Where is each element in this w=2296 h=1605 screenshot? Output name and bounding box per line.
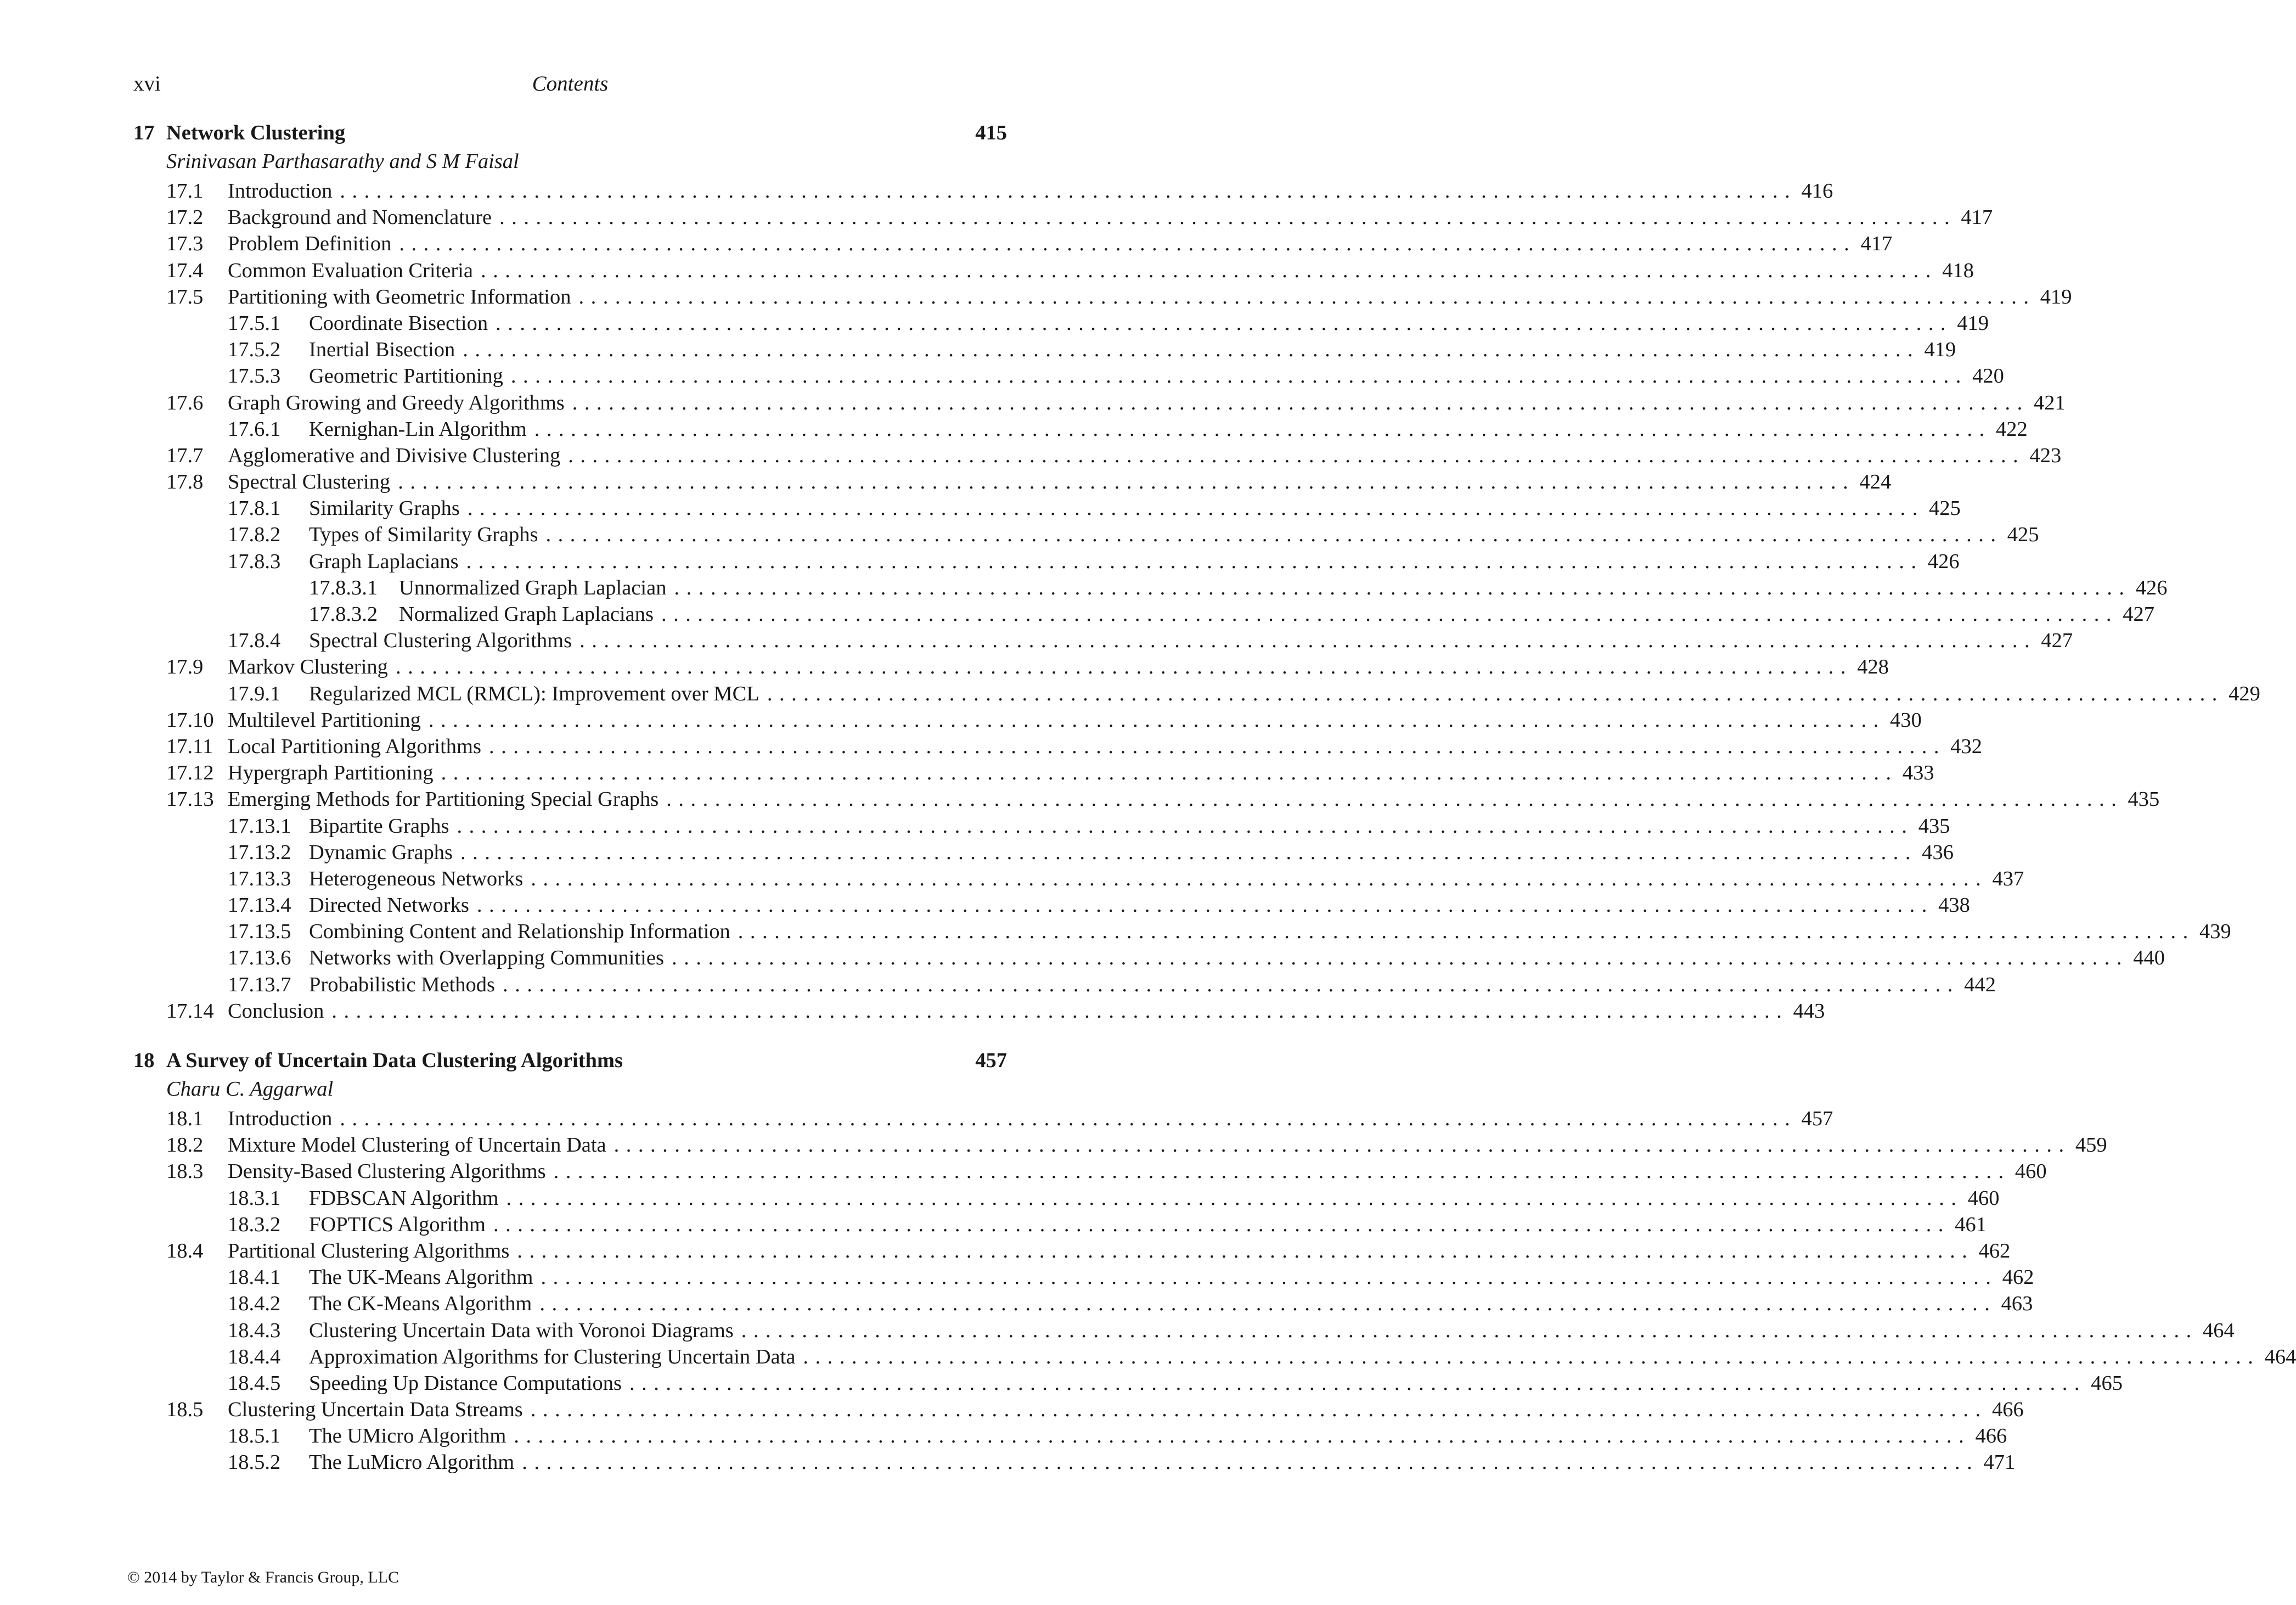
dot-leader: ........................................................................................................................ [441,761,1898,785]
dot-leader: ........................................................................................................................ [741,1318,2198,1342]
section-page: 426 [1927,549,1960,573]
section-page: 460 [2014,1160,2047,1183]
section-number: 18.4.4 [228,1345,281,1368]
section-number: 18.3.1 [228,1186,281,1210]
dot-leader: ........................................................................................................................ [767,682,2224,705]
section-page: 433 [1902,761,1934,785]
chapter-page: 415 [975,121,1007,144]
section-page: 432 [1950,734,1982,758]
toc-entry[interactable] [133,733,1982,760]
section-title: Inertial Bisection [309,338,455,362]
section-page: 420 [1972,364,2004,388]
toc-entry[interactable] [133,1449,2016,1475]
section-title: Introduction [228,1107,333,1130]
section-number: 17.8.3.1 [309,576,378,599]
page-header [133,71,1007,98]
section-title: Networks with Overlapping Communities [309,946,664,970]
toc-entry[interactable] [133,1317,2235,1344]
dot-leader: ........................................................................................................................ [578,285,2036,308]
section-page: 419 [1924,338,1956,362]
section-number: 17.13.1 [228,814,291,838]
dot-leader: ........................................................................................................................ [568,444,2025,467]
section-page: 430 [1890,708,1922,732]
section-number: 17.7 [166,444,204,467]
section-number: 18.4 [166,1239,204,1262]
section-number: 17.5.3 [228,364,281,388]
section-page: 423 [2029,444,2062,467]
dot-leader: ........................................................................................................................ [457,814,1914,838]
chapter-authors: Srinivasan Parthasarathy and S M Faisal [166,150,519,173]
toc-entry[interactable] [133,442,2062,469]
dot-leader: ........................................................................................................................ [553,1160,2011,1183]
toc-entry[interactable] [133,575,2168,601]
section-page: 425 [1929,497,1961,520]
section-title: Geometric Partitioning [309,364,503,388]
dot-leader: ........................................................................................................................ [331,999,1789,1023]
chapter-authors: Charu C. Aggarwal [166,1078,334,1101]
toc-entry[interactable] [133,1211,1987,1238]
section-title: Common Evaluation Criteria [228,259,473,282]
toc-entry[interactable] [133,416,2028,442]
dot-leader: ........................................................................................................................ [480,259,1938,282]
section-title: Local Partitioning Algorithms [228,734,481,758]
section-page: 465 [2091,1371,2123,1395]
toc-entry[interactable] [133,548,1960,575]
section-page: 416 [1801,179,1833,203]
toc-entry[interactable] [133,1396,2024,1423]
toc-entry[interactable] [133,1344,2296,1370]
section-number: 17.11 [166,734,213,758]
section-title: Agglomerative and Divisive Clustering [228,444,561,467]
section-page: 435 [2128,788,2160,811]
section-number: 17.13 [166,788,214,811]
toc-entry[interactable] [133,1423,2007,1449]
section-title: The UMicro Algorithm [309,1424,507,1448]
toc-entry[interactable] [133,839,1954,866]
toc-entry[interactable] [133,469,1892,495]
chapter-18 [133,1047,2296,1474]
copyright-notice: © 2014 by Taylor & Francis Group, LLC [127,1568,399,1586]
section-number: 17.5 [166,285,204,308]
section-title: Approximation Algorithms for Clustering Uncertain Data [309,1345,796,1368]
section-page: 466 [1992,1398,2024,1422]
toc-entry[interactable] [133,627,2073,654]
chapter-heading[interactable] [133,1047,1007,1074]
section-title: Speeding Up Distance Computations [309,1371,622,1395]
running-head: Contents [532,72,609,96]
dot-leader: ........................................................................................................................ [340,179,1797,203]
toc-entry[interactable] [133,1158,2047,1185]
toc-entry[interactable] [133,1105,1833,1132]
section-title: Background and Nomenclature [228,206,492,229]
toc-entry[interactable] [133,681,2260,707]
section-title: Clustering Uncertain Data Streams [228,1398,523,1422]
section-number: 17.2 [166,206,204,229]
section-title: Problem Definition [228,232,392,256]
section-title: Combining Content and Relationship Information [309,920,730,944]
section-number: 17.8.4 [228,629,281,653]
section-number: 17.5.2 [228,338,281,362]
section-title: Kernighan-Lin Algorithm [309,417,527,441]
toc-entry[interactable] [133,892,1970,918]
section-page: 427 [2041,629,2073,653]
dot-leader: ........................................................................................................................ [463,338,1920,362]
toc-entry[interactable] [133,1370,2123,1396]
section-page: 425 [2007,523,2039,547]
toc-entry[interactable] [133,1238,2011,1264]
section-title: Probabilistic Methods [309,973,495,996]
section-page: 459 [2075,1133,2107,1157]
dot-leader: ........................................................................................................................ [476,894,1934,917]
dot-leader: ........................................................................................................................ [531,867,1988,890]
section-page: 464 [2203,1318,2235,1342]
section-number: 18.3 [166,1160,204,1183]
section-page: 421 [2034,391,2066,414]
dot-leader: ........................................................................................................................ [496,311,1953,335]
section-number: 17.8 [166,470,204,494]
section-number: 17.12 [166,761,214,785]
toc-entry[interactable] [133,336,1956,363]
toc-entry[interactable] [133,204,1993,231]
section-page: 457 [1801,1107,1833,1130]
toc-entry[interactable] [133,760,1934,786]
section-number: 17.4 [166,259,204,282]
toc-entry[interactable] [133,521,2039,548]
section-title: Directed Networks [309,894,469,917]
section-title: The CK-Means Algorithm [309,1292,532,1316]
dot-leader: ........................................................................................................................ [399,232,1856,256]
section-page: 437 [1992,867,2024,890]
dot-leader: ........................................................................................................................ [545,523,2003,547]
section-page: 424 [1859,470,1892,494]
toc-entry[interactable] [133,363,2004,389]
section-number: 17.3 [166,232,204,256]
section-number: 17.9 [166,655,204,679]
chapter-title: A Survey of Uncertain Data Clustering Algorithms [166,1049,623,1072]
dot-leader: ........................................................................................................................ [522,1451,1979,1474]
toc-entry[interactable] [133,310,1989,336]
section-title: Density-Based Clustering Algorithms [228,1160,546,1183]
dot-leader: ........................................................................................................................ [517,1239,1974,1262]
section-page: 435 [1918,814,1950,838]
dot-leader: ........................................................................................................................ [395,655,1853,679]
section-number: 17.14 [166,999,214,1023]
dot-leader: ........................................................................................................................ [506,1186,1963,1210]
section-number: 17.13.6 [228,946,291,970]
section-page: 438 [1938,894,1970,917]
section-title: Normalized Graph Laplacians [399,603,654,626]
dot-leader: ........................................................................................................................ [428,708,1886,732]
section-page: 466 [1975,1424,2007,1448]
chapter-page: 457 [975,1049,1007,1072]
dot-leader: ........................................................................................................................ [340,1107,1797,1130]
section-page: 427 [2123,603,2154,626]
section-page: 462 [2002,1266,2034,1289]
dot-leader: ........................................................................................................................ [488,734,1946,758]
toc-entry[interactable] [133,972,1996,998]
section-number: 18.1 [166,1107,204,1130]
toc-entry[interactable] [133,1185,2000,1211]
toc-entry[interactable] [133,231,1893,257]
toc-entry[interactable] [133,1290,2033,1317]
toc-entry[interactable] [133,866,2024,892]
dot-leader: ........................................................................................................................ [666,788,2124,811]
section-page: 464 [2264,1345,2296,1368]
toc-entry[interactable] [133,257,1974,284]
toc-entry[interactable] [133,601,2154,627]
section-page: 443 [1793,999,1825,1023]
section-title: Heterogeneous Networks [309,867,524,890]
section-title: Multilevel Partitioning [228,708,421,732]
dot-leader: ........................................................................................................................ [398,470,1855,494]
section-number: 17.10 [166,708,214,732]
section-page: 417 [1860,232,1893,256]
section-page: 436 [1922,840,1954,864]
dot-leader: ........................................................................................................................ [661,603,2118,626]
section-number: 18.4.5 [228,1371,281,1395]
chapter-number: 18 [133,1049,155,1072]
section-number: 18.4.2 [228,1292,281,1316]
section-title: Regularized MCL (RMCL): Improvement over MCL [309,682,759,705]
section-title: Partitioning with Geometric Information [228,285,571,308]
dot-leader: ........................................................................................................................ [674,576,2131,599]
dot-leader: ........................................................................................................................ [534,417,1991,441]
dot-leader: ........................................................................................................................ [539,1292,1997,1316]
section-number: 18.5.2 [228,1451,281,1474]
section-number: 17.6.1 [228,417,281,441]
section-list [133,1105,2296,1476]
section-page: 419 [1957,311,1989,335]
dot-leader: ........................................................................................................................ [803,1345,2260,1368]
section-title: Bipartite Graphs [309,814,449,838]
toc-entry[interactable] [133,1264,2034,1290]
section-number: 17.8.2 [228,523,281,547]
section-number: 17.13.7 [228,973,291,996]
section-page: 461 [1955,1213,1987,1236]
dot-leader: ........................................................................................................................ [503,973,1960,996]
section-page: 471 [1983,1451,2016,1474]
section-number: 18.2 [166,1133,204,1157]
section-number: 17.13.4 [228,894,291,917]
section-page: 426 [2135,576,2168,599]
section-number: 18.5 [166,1398,204,1422]
toc-entry[interactable] [133,786,2160,812]
toc-entry[interactable] [133,945,2165,971]
section-title: Graph Laplacians [309,549,459,573]
section-title: The LuMicro Algorithm [309,1451,515,1474]
section-number: 17.8.3 [228,549,281,573]
dot-leader: ........................................................................................................................ [629,1371,2086,1395]
section-number: 17.13.5 [228,920,291,944]
section-page: 422 [1995,417,2028,441]
section-title: Mixture Model Clustering of Uncertain Data [228,1133,606,1157]
toc-entry[interactable] [133,813,1950,839]
section-title: Introduction [228,179,333,203]
section-title: Dynamic Graphs [309,840,453,864]
section-number: 17.6 [166,391,204,414]
chapter-title: Network Clustering [166,121,346,144]
section-title: Graph Growing and Greedy Algorithms [228,391,565,414]
section-title: FDBSCAN Algorithm [309,1186,499,1210]
toc-entry[interactable] [133,178,1833,204]
section-list [133,178,2260,1024]
toc-entry[interactable] [133,998,1825,1024]
chapter-heading[interactable] [133,120,1007,146]
section-page: 429 [2229,682,2260,705]
section-page: 440 [2133,946,2165,970]
dot-leader: ........................................................................................................................ [514,1424,1971,1448]
section-page: 418 [1942,259,1974,282]
dot-leader: ........................................................................................................................ [572,391,2029,414]
section-title: Clustering Uncertain Data with Voronoi Diagrams [309,1318,734,1342]
chapter-number: 17 [133,121,155,144]
section-number: 17.13.3 [228,867,291,890]
section-title: Similarity Graphs [309,497,460,520]
section-title: Hypergraph Partitioning [228,761,434,785]
section-number: 18.4.3 [228,1318,281,1342]
dot-leader: ........................................................................................................................ [541,1266,1998,1289]
section-title: Partitional Clustering Algorithms [228,1239,510,1262]
section-title: Markov Clustering [228,655,388,679]
section-page: 462 [1978,1239,2011,1262]
section-number: 17.1 [166,179,204,203]
section-number: 17.13.2 [228,840,291,864]
section-title: Conclusion [228,999,324,1023]
dot-leader: ........................................................................................................................ [530,1398,1988,1422]
section-title: Emerging Methods for Partitioning Special Graphs [228,788,659,811]
section-number: 17.8.1 [228,497,281,520]
dot-leader: ........................................................................................................................ [467,497,1924,520]
toc-entry[interactable] [133,495,1961,521]
section-page: 463 [2001,1292,2033,1316]
chapter-17 [133,120,2260,1023]
section-page: 428 [1857,655,1889,679]
toc-entry[interactable] [133,918,2231,945]
toc-entry[interactable] [133,654,1889,680]
section-title: Coordinate Bisection [309,311,488,335]
section-page: 460 [1967,1186,2000,1210]
dot-leader: ........................................................................................................................ [671,946,2129,970]
section-number: 17.8.3.2 [309,603,378,626]
toc-entry[interactable] [133,390,2066,416]
dot-leader: ........................................................................................................................ [460,840,1917,864]
section-title: FOPTICS Algorithm [309,1213,486,1236]
dot-leader: ........................................................................................................................ [510,364,1968,388]
toc-entry[interactable] [133,284,2072,310]
section-title: Unnormalized Graph Laplacian [399,576,667,599]
dot-leader: ........................................................................................................................ [499,206,1957,229]
section-page: 419 [2040,285,2072,308]
section-title: Spectral Clustering [228,470,391,494]
section-page: 417 [1961,206,1993,229]
section-number: 18.3.2 [228,1213,281,1236]
section-title: Spectral Clustering Algorithms [309,629,572,653]
section-page: 439 [2199,920,2231,944]
dot-leader: ........................................................................................................................ [738,920,2195,944]
section-title: The UK-Means Algorithm [309,1266,533,1289]
dot-leader: ........................................................................................................................ [466,549,1923,573]
section-number: 18.5.1 [228,1424,281,1448]
section-title: Types of Similarity Graphs [309,523,538,547]
section-number: 18.4.1 [228,1266,281,1289]
section-number: 17.5.1 [228,311,281,335]
dot-leader: ........................................................................................................................ [493,1213,1950,1236]
dot-leader: ........................................................................................................................ [579,629,2037,653]
page-number: xvi [133,72,161,96]
toc-entry[interactable] [133,707,1922,733]
section-page: 442 [1964,973,1996,996]
toc-entry[interactable] [133,1132,2107,1158]
section-number: 17.9.1 [228,682,281,705]
dot-leader: ........................................................................................................................ [614,1133,2071,1157]
